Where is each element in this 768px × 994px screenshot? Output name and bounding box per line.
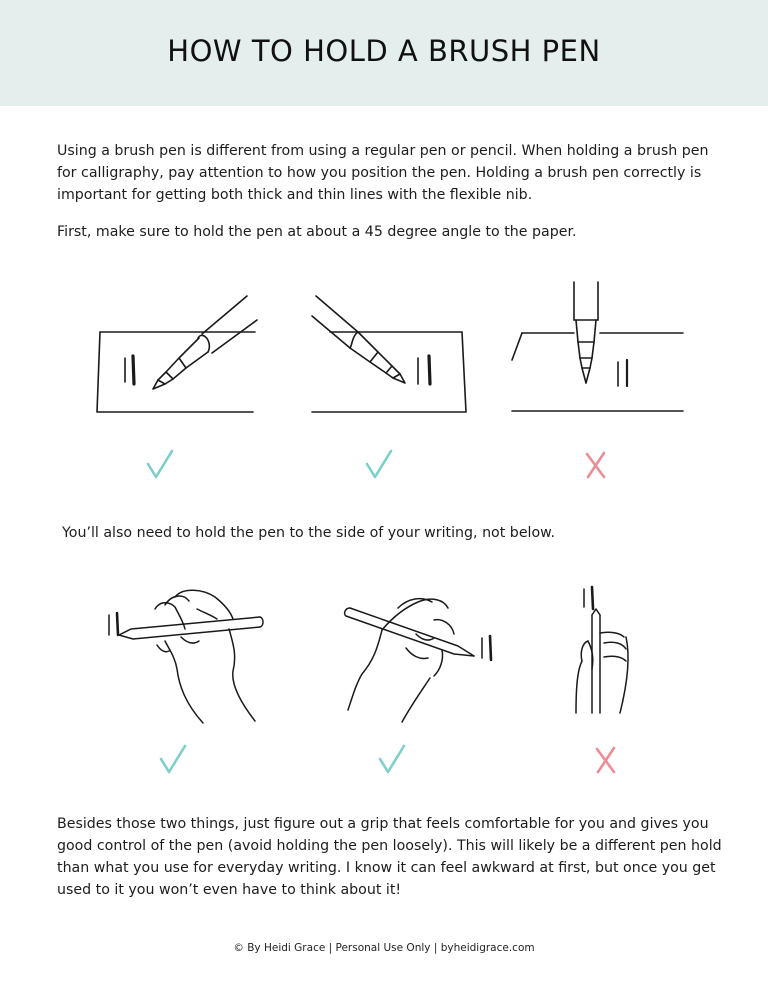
brush-pen: [153, 296, 257, 389]
paper-sheet: [512, 333, 683, 411]
pen-strokes: [109, 613, 118, 635]
side-instruction: You’ll also need to hold the pen to the side of your writing, not below.: [62, 525, 555, 541]
hand: [155, 590, 255, 723]
hand-below-illustration: [570, 585, 640, 720]
intro-paragraph: Using a brush pen is different from using a regular pen or pencil. When holding a brush pen for calligraphy, pay attention to how you position the pen. Holding a brush pen correctly is important for getting both thick and thin lines with the flexible nib.: [57, 143, 709, 203]
x-mark-icon: [582, 450, 610, 480]
pen-strokes: [618, 360, 627, 386]
hand: [348, 599, 454, 722]
footer-credit: © By Heidi Grace | Personal Use Only | byheidigrace.com: [233, 942, 535, 954]
page-title: HOW TO HOLD A BRUSH PEN: [167, 34, 601, 68]
paper-sheet: [312, 332, 466, 412]
pen-strokes: [584, 587, 593, 609]
closing-paragraph: Besides those two things, just figure out a grip that feels comfortable for you and gives you good control of the pen (avoid holding the pen loosely). This will likely be a different pen hold than what you use for everyday writing. I know it can feel awkward at first, but once you get used to it you won’t even have to think about it!: [57, 816, 722, 898]
pen-strokes: [125, 356, 134, 384]
x-mark-icon: [592, 745, 620, 775]
brush-pen: [574, 282, 598, 383]
checkmark-icon: [158, 742, 188, 776]
hand: [576, 632, 628, 713]
pen-vertical-illustration: [510, 280, 690, 418]
hand-left-side-illustration: [105, 585, 270, 725]
angle-instruction: First, make sure to hold the pen at about a 45 degree angle to the paper.: [57, 224, 577, 240]
checkmark-icon: [145, 447, 175, 481]
pen-strokes: [418, 356, 430, 384]
title-banner: [0, 0, 768, 106]
pencil: [119, 617, 263, 639]
paper-sheet: [97, 332, 255, 412]
checkmark-icon: [364, 447, 394, 481]
hand-right-side-illustration: [342, 590, 502, 725]
pencil: [345, 608, 474, 656]
pen-angle-left-illustration: [95, 290, 275, 418]
pen-angle-right-illustration: [310, 290, 490, 418]
pen-strokes: [482, 636, 491, 660]
brush-pen: [312, 296, 405, 383]
checkmark-icon: [377, 742, 407, 776]
